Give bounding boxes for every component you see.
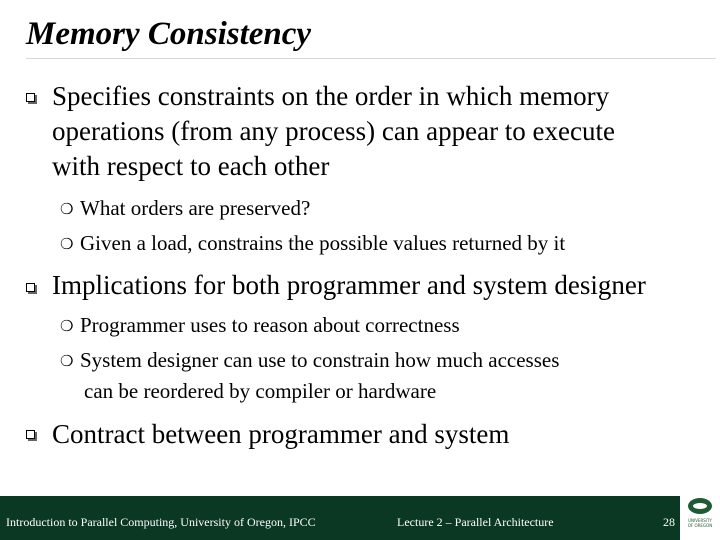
bullet-3-line-1: Contract between programmer and system xyxy=(52,419,510,449)
logo-text-line-1: UNIVERSITY xyxy=(688,518,712,523)
footer-lecture: Lecture 2 – Parallel Architecture xyxy=(397,515,554,529)
logo-text-line-2: OF OREGON xyxy=(687,523,713,528)
bullet-1-line-2: operations (from any process) can appear to execute xyxy=(52,116,615,146)
sub-bullet-text: Programmer uses to reason about correctness xyxy=(80,313,460,337)
bullet-2-line-1: Implications for both programmer and system designer xyxy=(52,270,646,300)
university-of-oregon-logo xyxy=(680,496,720,540)
slide-title: Memory Consistency xyxy=(26,16,312,52)
sub-bullet xyxy=(60,345,559,376)
footer-bar xyxy=(0,496,680,540)
sub-bullet-text: Given a load, constrains the possible values returned by it xyxy=(80,231,566,255)
sub-bullet-continuation: can be reordered by compiler or hardware xyxy=(84,379,437,403)
bullet-1-line-1: Specifies constraints on the order in which memory xyxy=(52,81,610,111)
bullet-1-line-3: with respect to each other xyxy=(52,151,330,181)
sub-bullet xyxy=(60,310,460,341)
circle-bullet-icon: ❍ xyxy=(60,200,74,218)
title-divider xyxy=(26,58,716,59)
oregon-o-icon xyxy=(688,498,712,514)
circle-bullet-icon: ❍ xyxy=(60,352,74,370)
logo-text xyxy=(680,518,720,528)
sub-bullet xyxy=(60,228,565,259)
square-bullet-icon xyxy=(26,430,35,439)
square-bullet-icon xyxy=(26,283,35,292)
sub-bullet-text: System designer can use to constrain how much accesses xyxy=(80,348,560,372)
square-bullet-icon xyxy=(26,93,35,102)
page-number: 28 xyxy=(663,515,675,529)
sub-bullet-text: What orders are preserved? xyxy=(80,196,311,220)
sub-bullet xyxy=(60,193,310,224)
circle-bullet-icon: ❍ xyxy=(60,235,74,253)
footer-course: Introduction to Parallel Computing, University of Oregon, IPCC xyxy=(6,515,316,529)
circle-bullet-icon: ❍ xyxy=(60,317,74,335)
